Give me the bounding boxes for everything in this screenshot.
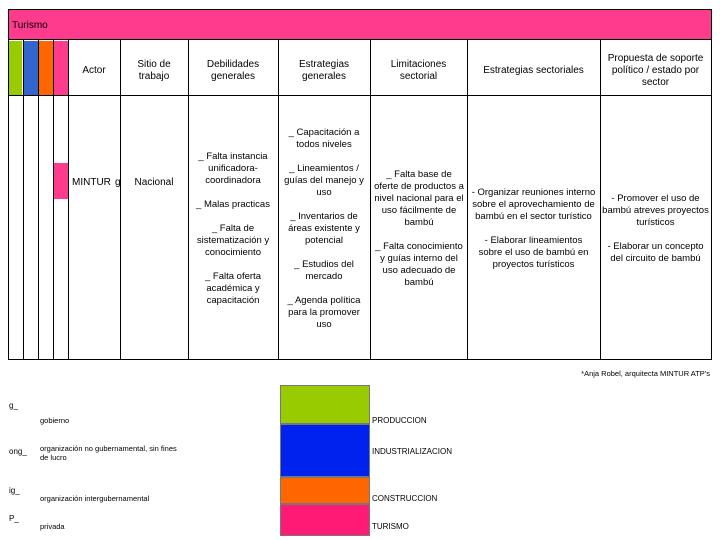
- legend-label-turismo: TURISMO: [372, 522, 409, 531]
- debilidades-cell: _ Falta instancia unificadora- coordinadora _ Malas practicas _ Falta de sistematización y conocimiento _ Falta oferta académica y capacitación: [196, 151, 270, 306]
- legend-code-p: P_: [9, 514, 19, 523]
- header-debilidades: Debilidades generales: [206, 59, 260, 82]
- legend-label-industrializacion: INDUSTRIALIZACION: [372, 447, 453, 456]
- legend-swatch-turismo: [280, 504, 370, 536]
- legend-desc-ig: organización intergubernamental: [40, 494, 150, 503]
- legend-swatch-industrializacion: [280, 424, 370, 477]
- header-sitio: Sitio de trabajo: [137, 59, 171, 82]
- credit-note: *Anja Robel, arquitecta MINTUR ATP's: [581, 369, 710, 378]
- header-actor: Actor: [82, 65, 106, 76]
- estrategias-generales-cell: _ Capacitación a todos niveles _ Lineamientos / guías del manejo y uso _ Inventarios de áreas existente y potencial _ Estudios del mercado _ Agenda política para la promover uso: [284, 127, 364, 330]
- actor-name: MINTUR: [72, 177, 111, 188]
- legend-desc-p: privada: [40, 522, 65, 531]
- actor-row-highlight: [54, 163, 68, 199]
- legend-code-ong: ong_: [9, 447, 27, 456]
- header-propuesta: Propuesta de soporte político / estado por sector: [607, 53, 704, 88]
- color-strip-industrializacion: [24, 41, 38, 95]
- sitio-cell: Nacional: [134, 177, 174, 188]
- header-estrategias-generales: Estrategias generales: [298, 59, 350, 82]
- legend-label-construccion: CONSTRUCCION: [372, 494, 438, 503]
- actor-code: g: [115, 177, 121, 188]
- legend-desc-ong: organización no gubernamental, sin fines de lucro: [40, 444, 177, 462]
- limitaciones-cell: _ Falta base de oferte de productos a nivel nacional para el uso fácilmente de bambú _ Falta conocimiento y guías interno del uso adecuado de bambú: [374, 169, 464, 288]
- legend-code-g: g_: [9, 401, 18, 410]
- legend-desc-g: gobierno: [40, 416, 70, 425]
- color-strip-construccion: [39, 41, 53, 95]
- propuesta-cell: - Promover el uso de bambú atreves proyectos turísticos - Elaborar un concepto del circuito de bambú: [602, 193, 709, 264]
- legend-swatch-construccion: [280, 477, 370, 504]
- sector-bar-turismo: [8, 9, 712, 40]
- sector-bar-label: Turismo: [12, 20, 48, 31]
- color-strip-turismo: [54, 41, 68, 95]
- legend-code-ig: ig_: [9, 486, 20, 495]
- legend-label-produccion: PRODUCCION: [372, 416, 427, 425]
- actor-cell: [72, 177, 111, 188]
- header-limitaciones: Limitaciones sectorial: [390, 59, 447, 82]
- header-estrategias-sectoriales: Estrategias sectoriales: [483, 65, 584, 76]
- legend-swatch-produccion: [280, 385, 370, 424]
- estrategias-sectoriales-cell: - Organizar reuniones interno sobre el aprovechamiento de bambú en el sector turístico - Elaborar lineamientos sobre el uso de bambú en proyectos turísticos: [471, 187, 596, 270]
- color-strip-produccion: [9, 41, 22, 95]
